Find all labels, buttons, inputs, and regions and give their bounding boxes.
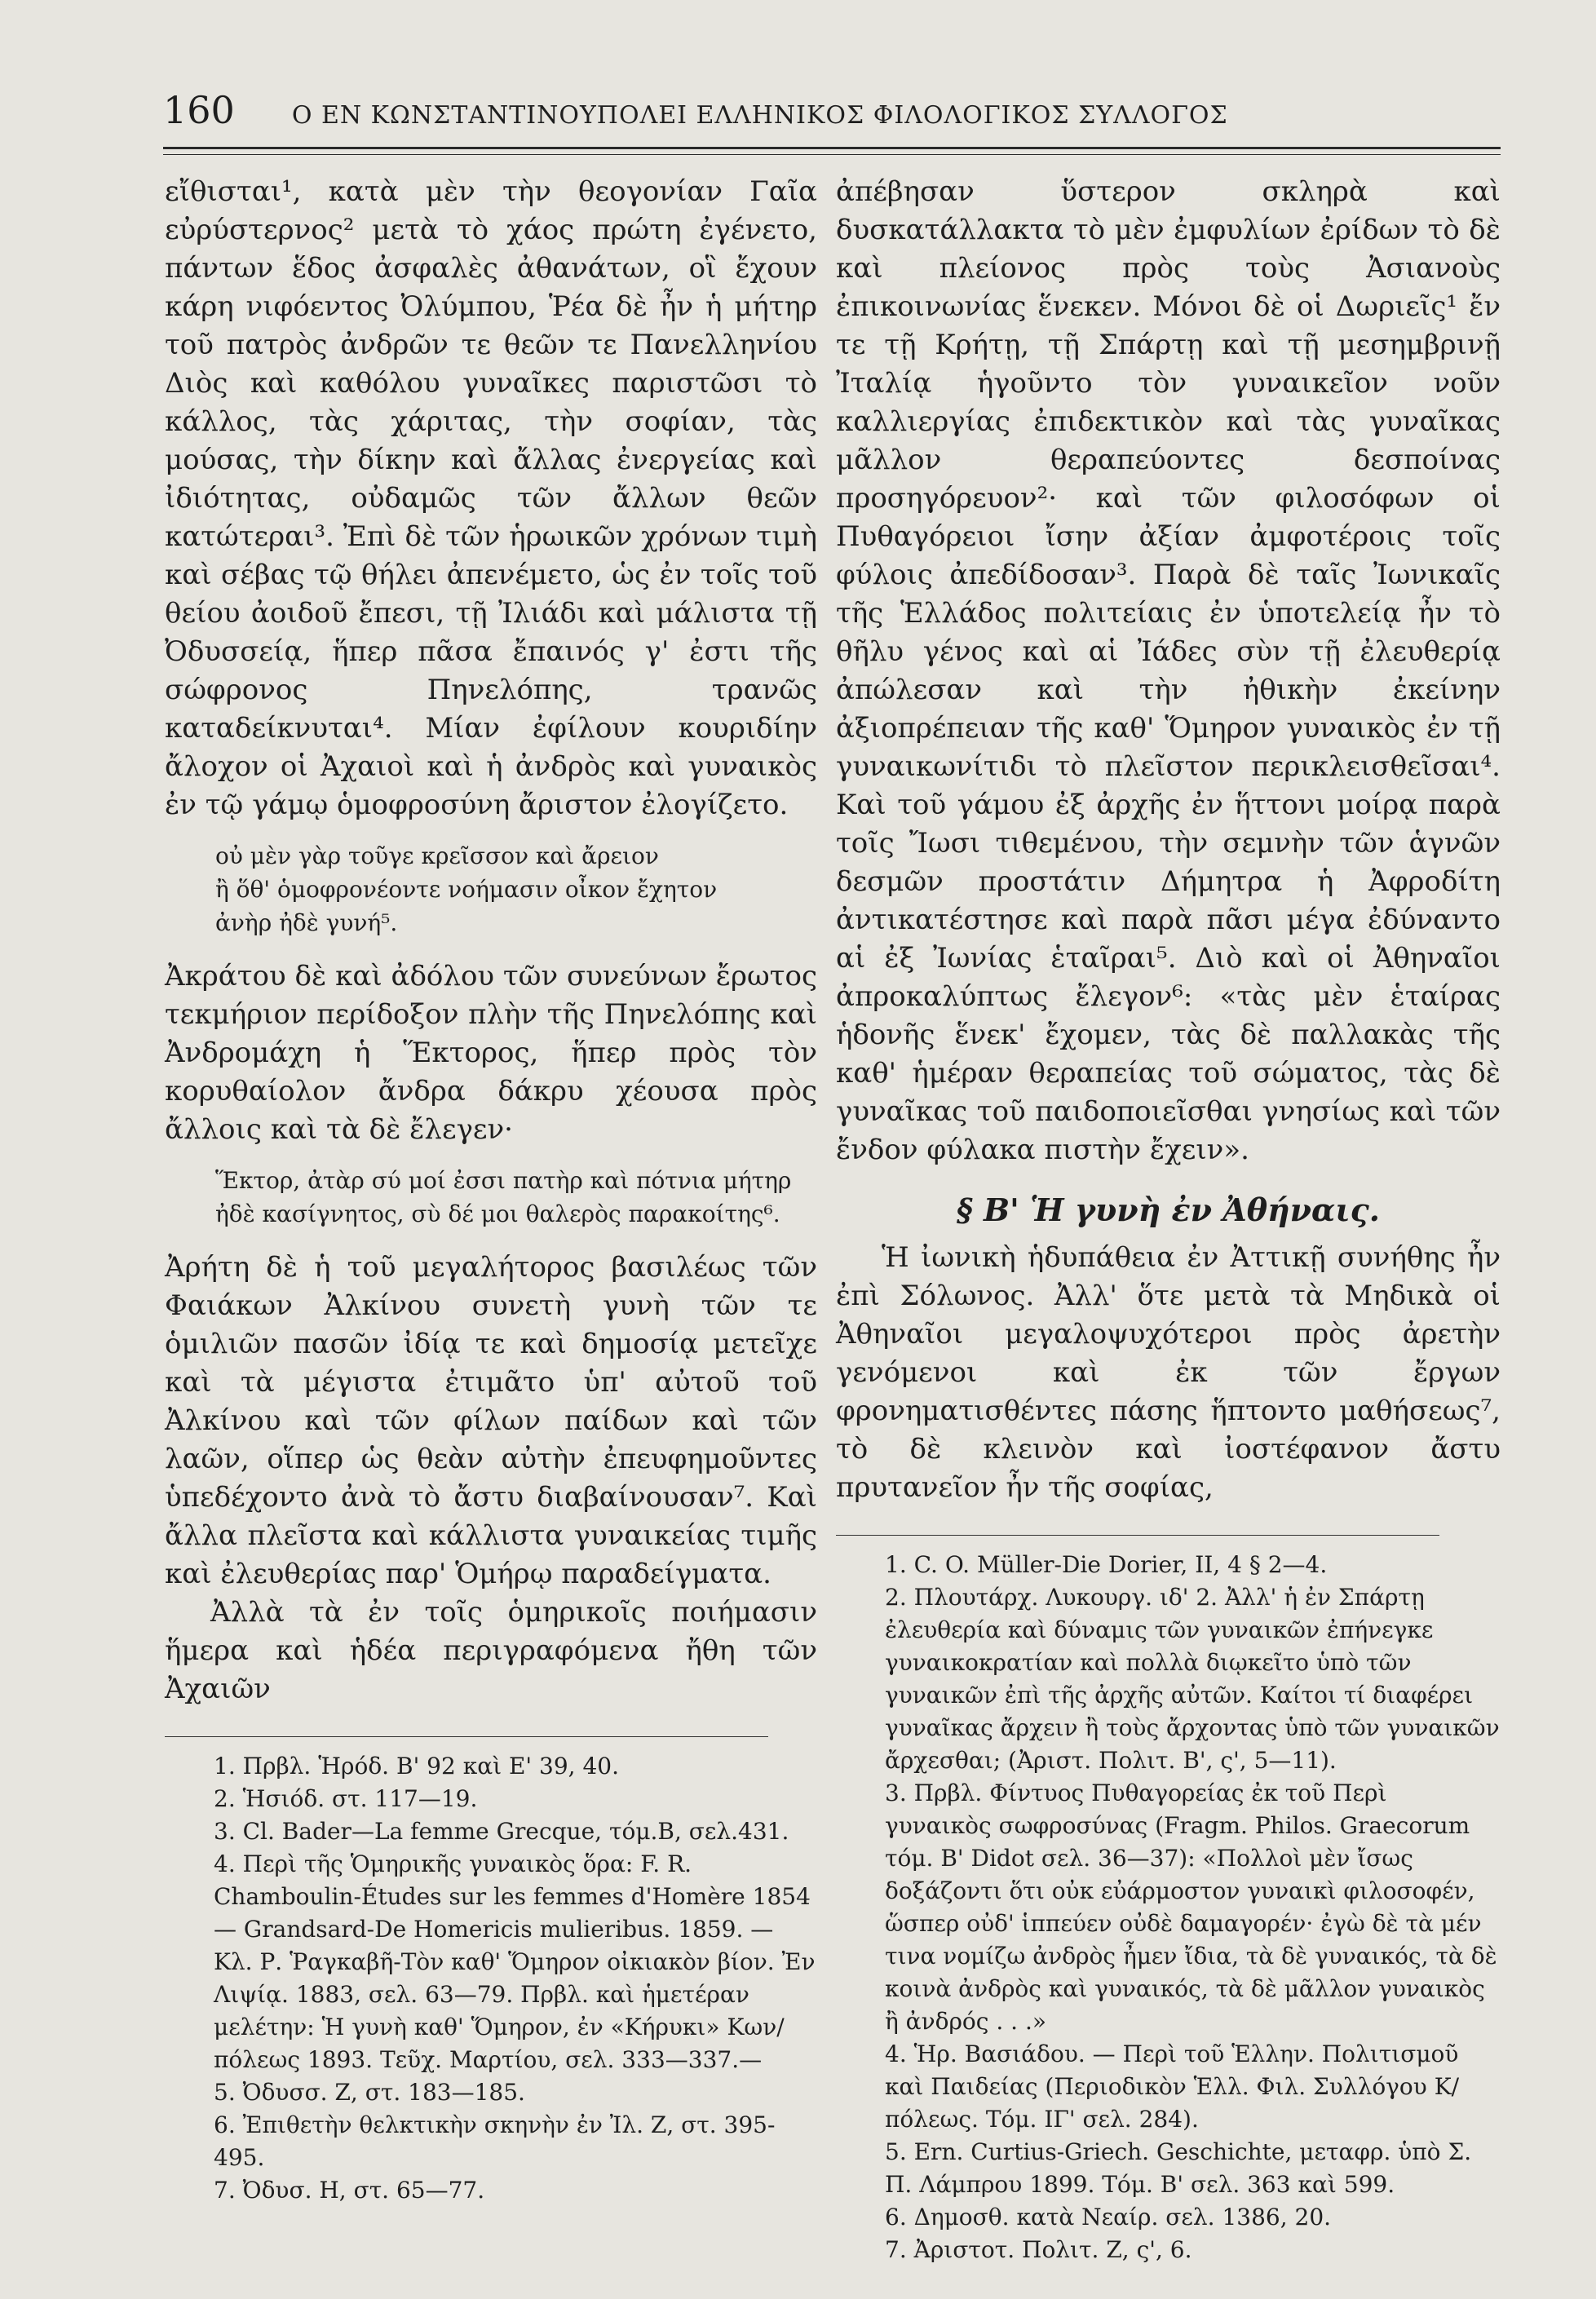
page-header: [163, 88, 1501, 137]
section-heading: § Β' Ἡ γυνὴ ἐν Ἀθήναις.: [956, 1192, 1381, 1228]
footnote: 7. Ὀδυσ. Η, στ. 65—77.: [214, 2177, 485, 2204]
paragraph: Ἡ ἰωνικὴ ἡδυπάθεια ἐν Ἀττικῇ συνήθης ἦν ἐπὶ Σόλωνος. Ἀλλ' ὅτε μετὰ τὰ Μηδικὰ οἱ Ἀθηναῖοι μεγαλοψυχότεροι πρὸς ἀρετὴν γενόμενοι καὶ ἐκ τῶν ἔργων φρονηματισθέντες πάσης ἥπτοντο μαθήσεως⁷, τὸ δὲ κλεινὸν καὶ ἰοστέφανον ἄστυ πρυτανεῖον ἦν τῆς σοφίας,: [836, 1241, 1501, 1504]
footnote: 3. Cl. Bader—La femme Grecque, τόμ.Β, σελ.431.: [214, 1818, 789, 1845]
page-number: 160: [163, 88, 235, 132]
footnote: 7. Ἀριστοτ. Πολιτ. Ζ, ς', 6.: [885, 2236, 1192, 2263]
paragraph: ἀπέβησαν ὕστερον σκληρὰ καὶ δυσκατάλλακτα τὸ μὲν ἐμφυλίων ἐρίδων τὸ δὲ καὶ πλείονος πρὸς τοὺς Ἀσιανοὺς ἐπικοινωνίας ἕνεκεν. Μόνοι δὲ οἱ Δωριεῖς¹ ἔν τε τῇ Κρήτῃ, τῇ Σπάρτῃ καὶ τῇ μεσημβρινῇ Ἰταλίᾳ ἡγοῦντο τὸν γυναικεῖον νοῦν καλλιεργίας ἐπιδεκτικὸν καὶ τὰς γυναῖκας μᾶλλον θεραπεύοντες δεσποίνας προσηγόρευον²· καὶ τῶν φιλοσόφων οἱ Πυθαγόρειοι ἴσην ἀξίαν ἀμφοτέροις τοῖς φύλοις ἀπεδίδοσαν³. Παρὰ δὲ ταῖς Ἰωνικαῖς τῆς Ἑλλάδος πολιτείαις ἐν ὑποτελείᾳ ἦν τὸ θῆλυ γένος καὶ αἱ Ἰάδες σὺν τῇ ἐλευθερίᾳ ἀπώλεσαν καὶ τὴν ἠθικὴν ἐκείνην ἀξιοπρέπειαν τῆς καθ' Ὅμηρον γυναικὸς ἐν τῇ γυναικωνίτιδι τὸ πλεῖστον περικλεισθεῖσαι⁴. Καὶ τοῦ γάμου ἐξ ἀρχῆς ἐν ἥττονι μοίρᾳ παρὰ τοῖς Ἴωσι τιθεμένου, τὴν σεμνὴν τῶν ἁγνῶν δεσμῶν προστάτιν Δήμητρα ἡ Ἀφροδίτη ἀντικατέστησε καὶ παρὰ πᾶσι μέγα ἐδύναντο αἱ ἐξ Ἰωνίας ἑταῖραι⁵. Διὸ καὶ οἱ Ἀθηναῖοι ἀπροκαλύπτως ἔλεγον⁶: «τὰς μὲν ἑταίρας ἡδονῆς ἕνεκ' ἔχομεν, τὰς δὲ παλλακὰς τῆς καθ' ἡμέραν θεραπείας τοῦ σώματος, τὰς δὲ γυναῖκας τοῦ παιδοποιεῖσθαι γνησίως καὶ τῶν ἔνδον φύλακα πιστὴν ἔχειν».: [836, 175, 1501, 1166]
verse-line: Ἕκτορ, ἀτὰρ σύ μοί ἐσσι πατὴρ καὶ πότνια μήτηρ: [215, 1167, 792, 1194]
left-column: [165, 173, 817, 2207]
paragraph: Ἀρήτη δὲ ἡ τοῦ μεγαλήτορος βασιλέως τῶν Φαιάκων Ἀλκίνου συνετὴ γυνὴ τῶν τε ὁμιλιῶν πασῶν ἰδίᾳ τε καὶ δημοσίᾳ μετεῖχε καὶ τὰ μέγιστα ἐτιμᾶτο ὑπ' αὐτοῦ τοῦ Ἀλκίνου καὶ τῶν φίλων παίδων καὶ τῶν λαῶν, οἵπερ ὡς θεὰν αὐτὴν ἐπευφημοῦντες ὑπεδέχοντο ἀνὰ τὸ ἄστυ διαβαίνουσαν⁷. Καὶ ἄλλα πλεῖστα καὶ κάλλιστα γυναικείας τιμῆς καὶ ἐλευθερίας παρ' Ὁμήρῳ παραδείγματα.: [165, 1251, 817, 1590]
paragraph: Ἀκράτου δὲ καὶ ἀδόλου τῶν συνεύνων ἔρωτος τεκμήριον περίδοξον πλὴν τῆς Πηνελόπης καὶ Ἀνδρομάχη ἡ Ἕκτορος, ἥπερ πρὸς τὸν κορυθαίολον ἄνδρα δάκρυ χέουσα πρὸς ἄλλοις καὶ τὰ δὲ ἔλεγεν·: [165, 960, 817, 1146]
footnote: 5. Ern. Curtius-Griech. Geschichte, μεταφρ. ὑπὸ Σ. Π. Λάμπρου 1899. Τόμ. Β' σελ. 363 καὶ 599.: [885, 2138, 1472, 2198]
verse-line: ἠδὲ κασίγνητος, σὺ δέ μοι θαλερὸς παρακοίτης⁶.: [215, 1200, 780, 1227]
running-title: Ο ΕΝ ΚΩΝΣΤΑΝΤΙΝΟΥΠΟΛΕΙ ΕΛΛΗΝΙΚΟΣ ΦΙΛΟΛΟΓΙΚΟΣ ΣΥΛΛΟΓΟΣ: [291, 101, 1228, 130]
footnote: 6. Ἐπιθετὴν θελκτικὴν σκηνὴν ἐν Ἰλ. Ζ, στ. 395-495.: [214, 2111, 776, 2171]
footnote: 2. Ἡσιόδ. στ. 117—19.: [214, 1785, 478, 1812]
footnote-separator: [165, 1736, 768, 1737]
footnote: 1. C. O. Müller-Die Dorier, II, 4 § 2—4.: [885, 1551, 1328, 1578]
right-column: [836, 173, 1501, 2266]
footnote: 3. Πρβλ. Φίντυος Πυθαγορείας ἐκ τοῦ Περὶ γυναικὸς σωφροσύνας (Fragm. Philos. Graecorum τόμ. Β' Didot σελ. 36—37): «Πολλοὶ μὲν ἴσως δοξάζοντι ὅτι οὐκ εὐάρμοστον γυναικὶ φιλοσοφέν, ὥσπερ οὐδ' ἱππεύεν οὐδὲ δαμαγορέν· ἐγὼ δὲ τὰ μέν τινα νομίζω ἀνδρὸς ἦμεν ἴδια, τὰ δὲ γυναικός, τὰ δὲ κοινὰ ἀνδρὸς καὶ γυναικός, τὰ δὲ μᾶλλον γυναικὸς ἢ ἀνδρός . . .»: [885, 1780, 1497, 2035]
verse-line: ἢ ὅθ' ὁμοφρονέοντε νοήμασιν οἶκον ἔχητον: [215, 876, 718, 903]
footnote: 5. Ὀδυσσ. Ζ, στ. 183—185.: [214, 2079, 525, 2106]
footnote: 1. Πρβλ. Ἡρόδ. Β' 92 καὶ Ε' 39, 40.: [214, 1753, 619, 1780]
verse-line: οὐ μὲν γὰρ τοῦγε κρεῖσσον καὶ ἄρειον: [215, 842, 659, 869]
header-rule: [163, 147, 1501, 149]
footnote-separator: [836, 1535, 1439, 1536]
header-rule-thin: [163, 154, 1501, 155]
footnote: 6. Δημοσθ. κατὰ Νεαίρ. σελ. 1386, 20.: [885, 2204, 1332, 2230]
paragraph: εἴθισται¹, κατὰ μὲν τὴν θεογονίαν Γαῖα εὐρύστερνος² μετὰ τὸ χάος πρώτη ἐγένετο, πάντων ἕδος ἀσφαλὲς ἀθανάτων, οἳ ἔχουν κάρη νιφόεντος Ὀλύμπου, Ῥέα δὲ ἦν ἡ μήτηρ τοῦ πατρὸς ἀνδρῶν τε θεῶν τε Πανελληνίου Διὸς καὶ καθόλου γυναῖκες παριστῶσι τὸ κάλλος, τὰς χάριτας, τὴν σοφίαν, τὰς μούσας, τὴν δίκην καὶ ἄλλας ἐνεργείας καὶ ἰδιότητας, οὐδαμῶς τῶν ἄλλων θεῶν κατώτεραι³. Ἐπὶ δὲ τῶν ἡρωικῶν χρόνων τιμὴ καὶ σέβας τῷ θήλει ἀπενέμετο, ὡς ἐν τοῖς τοῦ θείου ἀοιδοῦ ἔπεσι, τῇ Ἰλιάδι καὶ μάλιστα τῇ Ὀδυσσείᾳ, ἥπερ πᾶσα ἔπαινός γ' ἐστι τῆς σώφρονος Πηνελόπης, τρανῶς καταδείκνυται⁴. Μίαν ἐφίλουν κουριδίην ἄλοχον οἱ Ἀχαιοὶ καὶ ἡ ἀνδρὸς καὶ γυναικὸς ἐν τῷ γάμῳ ὁμοφροσύνη ἄριστον ἐλογίζετο.: [165, 175, 817, 821]
footnote: 4. Περὶ τῆς Ὁμηρικῆς γυναικὸς ὅρα: F. R. Chamboulin-Études sur les femmes d'Homère 1854 — Grandsard-De Homericis mulieribus. 1859. — Κλ. Ρ. Ῥαγκαβῆ-Τὸν καθ' Ὅμηρον οἰκιακὸν βίον. Ἐν Λιψίᾳ. 1883, σελ. 63—79. Πρβλ. καὶ ἡμετέραν μελέτην: Ἡ γυνὴ καθ' Ὅμηρον, ἐν «Κήρυκι» Κων/πόλεως 1893. Τεῦχ. Μαρτίου, σελ. 333—337.—: [214, 1850, 816, 2073]
verse-line: ἀνὴρ ἠδὲ γυνή⁵.: [215, 909, 398, 936]
paragraph: Ἀλλὰ τὰ ἐν τοῖς ὁμηρικοῖς ποιήμασιν ἥμερα καὶ ἡδέα περιγραφόμενα ἤθη τῶν Ἀχαιῶν: [165, 1596, 817, 1705]
footnote: 2. Πλουτάρχ. Λυκουργ. ιδ' 2. Ἀλλ' ἡ ἐν Σπάρτῃ ἐλευθερία καὶ δύναμις τῶν γυναικῶν ἐπήνεγκε γυναικοκρατίαν καὶ πολλὰ διῳκεῖτο ὑπὸ τῶν γυναικῶν ἐπὶ τῆς ἀρχῆς αὐτῶν. Καίτοι τί διαφέρει γυναῖκας ἄρχειν ἢ τοὺς ἄρχοντας ὑπὸ τῶν γυναικῶν ἄρχεσθαι; (Ἀριστ. Πολιτ. Β', ς', 5—11).: [885, 1584, 1500, 1774]
footnote: 4. Ἡρ. Βασιάδου. — Περὶ τοῦ Ἑλλην. Πολιτισμοῦ καὶ Παιδείας (Περιοδικὸν Ἑλλ. Φιλ. Συλλόγου Κ/πόλεως. Τόμ. ΙΓ' σελ. 284).: [885, 2040, 1460, 2133]
verse-quote: [215, 1164, 817, 1231]
verse-quote: [215, 839, 817, 939]
